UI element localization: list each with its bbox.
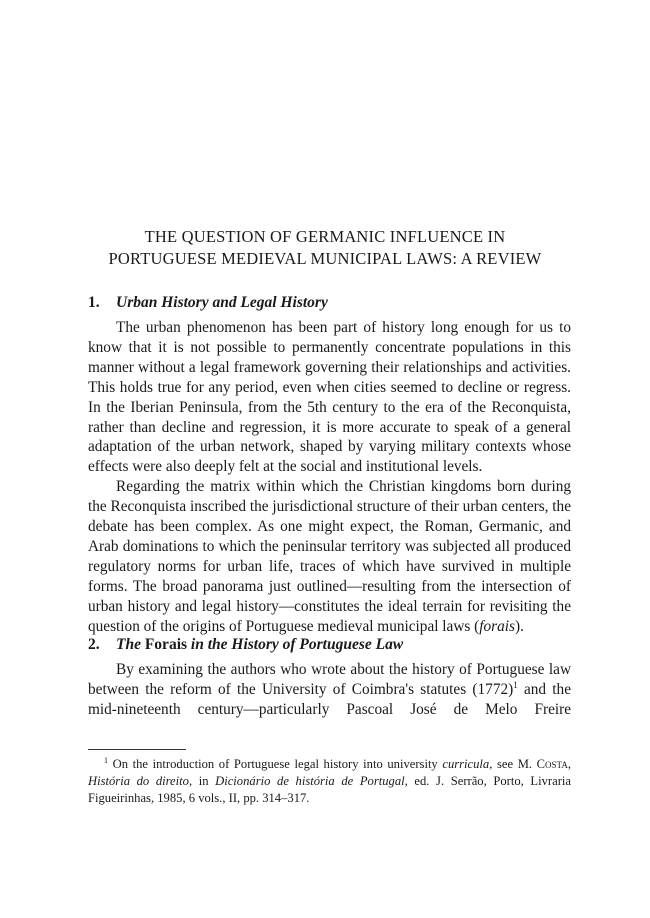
footnote-divider — [88, 749, 186, 750]
section-1-paragraph-2-end: ). — [514, 617, 524, 635]
section-1-heading — [88, 293, 572, 313]
section-2-body — [88, 660, 571, 720]
footnote-1 — [88, 756, 571, 807]
section-1-paragraph-2-term: forais — [479, 617, 515, 635]
footnote-number: 1 — [104, 756, 108, 765]
section-1-body — [88, 318, 571, 637]
section-2-heading — [88, 635, 572, 655]
footnote-text-d: , in — [188, 774, 216, 788]
section-1-title: Urban History and Legal History — [116, 294, 328, 311]
footnote-italic-1: curricula — [442, 757, 490, 771]
section-1-paragraph-1: The urban phenomenon has been part of history long enough for us to know that it is not possible to permanently concentrate populations in this manner without a legal framework governing their relationships and activities. This holds true for any period, even when cities seemed to decline or regress. In the Iberian Peninsula, from the 5th century to the era of the Reconquista, rather than decline and regression, it is more accurate to speak of a general adaptation of the urban network, shaped by varying military contexts whose effects were also deeply felt at the social and institutional levels. — [88, 319, 571, 476]
footnote — [88, 756, 571, 807]
footnote-reference[interactable]: 1 — [513, 679, 518, 690]
footnote-italic-3: Dicionário de história de Portugal — [215, 774, 405, 788]
footnote-italic-2: História do direito — [88, 774, 189, 788]
section-2-number: 2. — [88, 636, 100, 653]
section-2-paragraph-1-text-a: By examining the authors who wrote about the history of Portuguese law between the reform of the University of Coimbra's statutes (1772) — [88, 661, 571, 698]
section-2-title-post: in the History of Portuguese Law — [190, 636, 404, 653]
footnote-text-e: , ed. J. Serrão, Porto, Livraria Figueirinhas, 1985, 6 vols., II, pp. 314–317. — [88, 774, 571, 805]
section-1-paragraph-2 — [88, 477, 571, 636]
section-1-paragraph-2-text: Regarding the matrix within which the Christian kingdoms born during the Reconquista inscribed the jurisdictional structure of their urban centers, the debate has been complex. As one might expect, the Roman, Germanic, and Arab dominations to which the peninsular territory was subjected all produced regulatory norms for urban life, traces of which have survived in multiple forms. The broad panorama just outlined—resulting from the intersection of urban history and legal history—constitutes the ideal terrain for revisiting the question of the origins of Portuguese medieval municipal laws ( — [88, 478, 571, 635]
section-2-paragraph-1 — [88, 660, 571, 720]
chapter-title — [88, 226, 562, 270]
section-2-title-pre: The — [116, 636, 141, 653]
chapter-title-line-1: THE QUESTION OF GERMANIC INFLUENCE IN — [144, 227, 506, 246]
footnote-text-b: , see M. — [489, 757, 537, 771]
footnote-text-c: , — [567, 757, 571, 771]
section-2-title-term: Forais — [144, 636, 188, 653]
section-1-number: 1. — [88, 294, 100, 311]
chapter-title-line-2: PORTUGUESE MEDIEVAL MUNICIPAL LAWS: A REVIEW — [108, 249, 542, 268]
footnote-text-a: On the introduction of Portuguese legal history into university — [108, 757, 443, 771]
footnote-author: Costa — [536, 757, 568, 771]
section-2-paragraph-1-text-b: and the mid-nineteenth century—particularly Pascoal José de Melo Freire — [88, 680, 571, 718]
